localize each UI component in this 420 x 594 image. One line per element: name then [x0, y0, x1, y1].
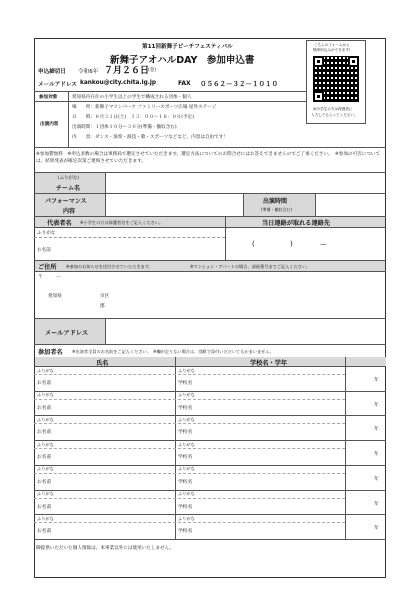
email-field-label: メールアドレス — [45, 330, 89, 337]
performance-label: パフォーマンス — [45, 198, 87, 205]
participant-name-label: お名前 — [37, 405, 52, 411]
participant-school-label: 学校名 — [178, 455, 193, 461]
participant-school-label: 学校名 — [178, 381, 193, 386]
participant-grade-label: 年 — [374, 452, 379, 458]
duration-text: 出演時間：１団体１０分～３０分(準備・撤収含む) — [72, 125, 177, 130]
rep-label: 代表者名 — [47, 220, 72, 227]
address-label: ご住所 — [38, 264, 57, 271]
participant-grade-label: 年 — [374, 501, 379, 507]
table-row[interactable] — [35, 391, 385, 416]
rep-name-label: お名前 — [37, 248, 51, 253]
target-value: 愛知県内在住の小学生以上の学生で構成される団体・個人 — [72, 95, 192, 100]
participant-name-label: お名前 — [37, 455, 52, 461]
qr-bottom-text-1: 両小学生の方は保護者に — [313, 107, 353, 111]
participant-name-label: お名前 — [37, 479, 52, 485]
participant-school-label: 学校名 — [178, 529, 193, 535]
time-label: 出演時間 — [263, 198, 288, 205]
qr-finder-icon — [348, 56, 359, 67]
content-text: 内 容：ダンス・演奏・演技・歌・スポーツなどなど、内容は自由です！ — [72, 135, 228, 140]
col-name-header: 氏名 — [96, 360, 109, 367]
participant-school-furigana: ふりがな — [178, 515, 195, 521]
performance-label-2: 内容 — [63, 208, 76, 215]
participant-furigana: ふりがな — [37, 515, 54, 521]
datetime-text: 日 時：８月３１日(土) １３：００～１８：００(予定) — [72, 115, 195, 120]
rep-furigana: ふりがな — [37, 231, 56, 236]
performance-field[interactable] — [106, 193, 242, 215]
contact-paren-close: ) — [290, 240, 293, 248]
participant-name-label: お名前 — [37, 381, 52, 386]
form-title: 新舞子アオハルDAY 参加申込書 — [110, 55, 255, 66]
participant-school-label: 学校名 — [178, 405, 193, 411]
participant-school-furigana: ふりがな — [178, 466, 195, 472]
time-field[interactable] — [316, 193, 385, 215]
participant-furigana: ふりがな — [37, 441, 54, 447]
table-row[interactable] — [35, 465, 385, 490]
contact-label: 当日連絡が取れる連絡先 — [262, 220, 331, 227]
participant-grade-label: 年 — [374, 476, 379, 482]
participant-furigana: ふりがな — [37, 367, 54, 373]
event-title: 第11回新舞子ビーチフェスティバル — [142, 44, 233, 50]
participant-furigana: ふりがな — [37, 416, 54, 422]
participant-name-label: お名前 — [37, 529, 52, 535]
qr-top-text-1: こちらのフォームから — [314, 43, 350, 47]
team-name-label: チーム名 — [56, 185, 81, 192]
team-name-field[interactable] — [106, 173, 385, 192]
deadline-date: ７月２６日 — [104, 66, 150, 76]
contact-paren-open: ( — [252, 240, 255, 248]
participant-name-label: お名前 — [37, 504, 52, 510]
address-pref: 愛知県 — [48, 294, 62, 299]
address-field[interactable] — [36, 272, 384, 317]
participant-school-furigana: ふりがな — [178, 392, 195, 398]
address-note-1: ※参加のお知らせを送付させていただきます。 — [66, 264, 153, 269]
rep-name-field[interactable] — [65, 238, 223, 259]
team-furigana: (ふりがな) — [58, 176, 79, 181]
deadline-label: 申込締切日 — [38, 69, 66, 75]
address-city: 市区 — [100, 294, 110, 299]
time-note: (準備・撤収含む) — [261, 207, 293, 212]
notes-text: ※参加費無料 ※申込多数の場合は事務局で選定させていただきます。選定方法についてのお問合せにはお答えできませんのでご了承ください。 ※参加の可否については、結果発表が確定次第ご連絡させていただきます。 — [36, 152, 381, 164]
fax-value: ０５６２－３２－１０１０ — [200, 80, 278, 88]
qr-bottom-text-2: 入力してもらってください。 — [311, 113, 358, 117]
participant-furigana: ふりがな — [37, 466, 54, 472]
participant-grade-label: 年 — [374, 402, 379, 408]
table-row[interactable] — [35, 415, 385, 440]
content-label: 出演内容 — [40, 122, 59, 127]
participant-furigana: ふりがな — [37, 491, 54, 496]
qr-top-text-2: 簡単申込みができます! — [313, 48, 351, 52]
table-row[interactable] — [35, 514, 385, 539]
email-value: kankou@city.chita.lg.jp — [80, 80, 157, 86]
participant-grade-label: 年 — [374, 427, 379, 433]
participant-school-furigana: ふりがな — [178, 491, 195, 496]
participant-school-label: 学校名 — [178, 504, 193, 510]
participant-school-label: 学校名 — [178, 430, 193, 436]
venue-text: 場 所：新舞子マリンパーク ファミリースポーツ広場 屋外ステージ — [72, 105, 217, 110]
email-field[interactable] — [106, 319, 385, 343]
qr-finder-icon — [313, 56, 324, 67]
deadline-dow: (金) — [148, 68, 157, 73]
qr-finder-icon — [313, 91, 324, 102]
table-row[interactable] — [35, 490, 385, 515]
col-school-header: 学校名・学年 — [250, 360, 288, 367]
privacy-note: 御提供いただいた個人情報は、本事業以外には使用いたしません。 — [36, 546, 175, 551]
participant-school-furigana: ふりがな — [178, 441, 195, 447]
participant-grade-label: 年 — [374, 526, 379, 532]
participants-note: ※出演者全員のお名前をご記入ください。 ※欄が足りない場合は、別紙で添付いただいてもかまいません。 — [72, 349, 274, 354]
email-label: メールアドレス — [38, 82, 77, 88]
postal-code: 〒 ー — [38, 275, 61, 280]
table-row[interactable] — [35, 366, 385, 391]
participant-furigana: ふりがな — [37, 392, 54, 398]
participant-school-label: 学校名 — [178, 479, 193, 485]
participants-label: 参加者名 — [38, 349, 63, 356]
address-note-2: ※マンション・アパートの場合、部屋番号までご記入ください。 — [190, 264, 311, 269]
fax-label: FAX — [178, 80, 191, 87]
participant-school-furigana: ふりがな — [178, 416, 195, 422]
contact-field[interactable] — [227, 228, 384, 259]
participant-grade-label: 年 — [374, 378, 379, 383]
rep-note: ※小学生の方は保護者名をご記入ください。 — [80, 220, 164, 225]
participant-school-furigana: ふりがな — [178, 367, 195, 373]
target-label: 参加対象 — [39, 95, 58, 100]
address-town: 郡 — [100, 304, 105, 309]
table-row[interactable] — [35, 440, 385, 465]
contact-dash: ー — [320, 241, 327, 249]
participant-name-label: お名前 — [37, 430, 52, 436]
deadline-era: 令和6年 — [78, 69, 99, 75]
